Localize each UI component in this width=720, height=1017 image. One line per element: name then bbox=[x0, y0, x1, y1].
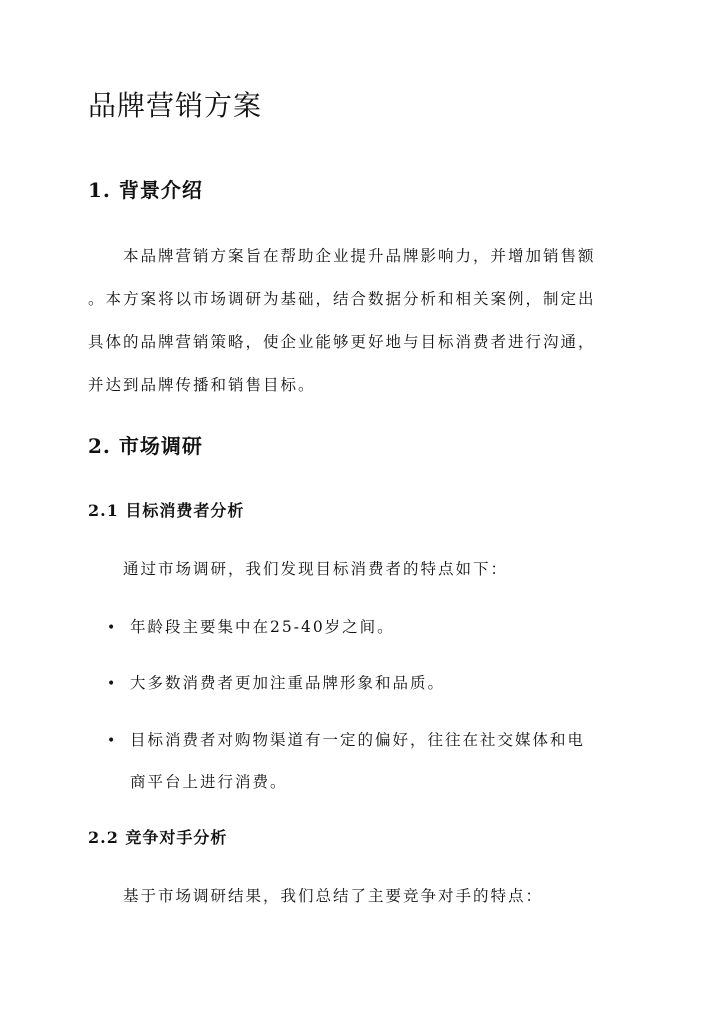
bullet-item-1: 年龄段主要集中在25-40岁之间。 bbox=[130, 618, 395, 636]
document-title: 品牌营销方案 bbox=[88, 89, 263, 122]
bullet-item-3-line-2: 商平台上进行消费。 bbox=[130, 773, 288, 791]
subsection-2-1-heading: 2.1 目标消费者分析 bbox=[88, 501, 245, 520]
subsection-2-2-intro: 基于市场调研结果，我们总结了主要竞争对手的特点： bbox=[123, 887, 544, 905]
section-1-para-line-4: 并达到品牌传播和销售目标。 bbox=[88, 376, 316, 394]
section-1-para-line-1: 本品牌营销方案旨在帮助企业提升品牌影响力，并增加销售额 bbox=[123, 247, 596, 265]
bullet-dot-1: • bbox=[107, 620, 116, 636]
bullet-item-2: 大多数消费者更加注重品牌形象和品质。 bbox=[130, 674, 446, 692]
bullet-dot-2: • bbox=[107, 676, 116, 692]
section-1-para-line-3: 具体的品牌营销策略，使企业能够更好地与目标消费者进行沟通， bbox=[88, 333, 596, 351]
subsection-2-2-heading: 2.2 竞争对手分析 bbox=[88, 828, 228, 847]
bullet-item-3-line-1: 目标消费者对购物渠道有一定的偏好，往往在社交媒体和电 bbox=[130, 731, 586, 749]
section-2-heading: 2. 市场调研 bbox=[88, 434, 203, 458]
bullet-dot-3: • bbox=[107, 733, 116, 749]
section-1-para-line-2: 。本方案将以市场调研为基础，结合数据分析和相关案例，制定出 bbox=[88, 290, 596, 308]
subsection-2-1-intro: 通过市场调研，我们发现目标消费者的特点如下： bbox=[123, 560, 509, 578]
section-1-heading: 1. 背景介绍 bbox=[88, 178, 203, 202]
